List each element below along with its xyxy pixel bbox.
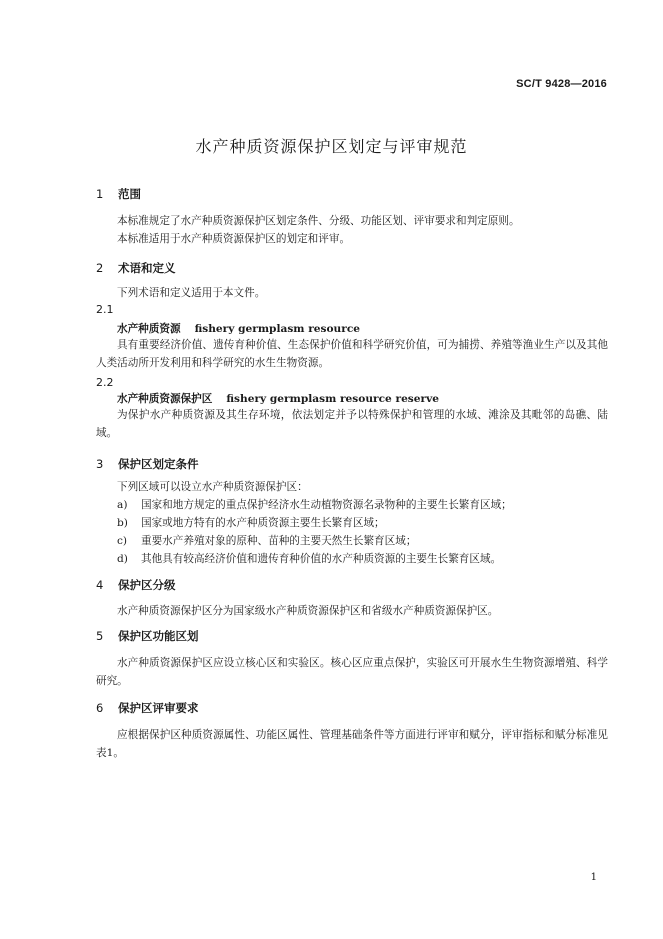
page-number: 1 (590, 872, 597, 883)
term-name (96, 321, 608, 336)
paragraph: 下列术语和定义适用于本文件。 (117, 287, 266, 299)
term-definition: 具有重要经济价值、遗传育种价值、生态保护价值和科学研究价值，可为捕捞、养殖等渔业生产以及其他人类活动所开发利用和科学研究的水生生物资源。 (96, 339, 608, 369)
section-2-heading (96, 260, 608, 276)
section-title: 保护区分级 (118, 578, 176, 592)
section-4-heading (96, 577, 608, 593)
section-title: 保护区划定条件 (118, 457, 199, 471)
section-5 (96, 628, 608, 644)
section-number: 1 (96, 187, 104, 201)
list-text: 其他具有较高经济价值和遗传育种价值的水产种质资源的主要生长繁育区域。 (141, 553, 502, 565)
section-3 (96, 456, 608, 472)
term-2-2-body (96, 391, 608, 442)
section-title: 保护区评审要求 (118, 701, 199, 715)
list-item (96, 514, 608, 532)
section-4 (96, 577, 608, 593)
term-2-1-body (96, 321, 608, 372)
list-item (96, 550, 608, 568)
term-definition: 为保护水产种质资源及其生存环境，依法划定并予以特殊保护和管理的水域、滩涂及其毗邻的岛礁、陆域。 (96, 409, 608, 439)
list-text: 国家或地方特有的水产种质资源主要生长繁育区域； (141, 517, 385, 529)
list-text: 重要水产养殖对象的原种、苗种的主要天然生长繁育区域； (141, 535, 417, 547)
term-number: 2.2 (96, 376, 114, 389)
list-text: 国家和地方规定的重点保护经济水生动植物资源名录物种的主要生长繁育区域； (141, 499, 512, 511)
term-number: 2.1 (96, 303, 114, 316)
list-marker: a) (117, 499, 128, 511)
list-item (96, 532, 608, 550)
list-marker: c) (117, 535, 128, 547)
section-1 (96, 186, 608, 202)
section-1-heading (96, 186, 608, 202)
section-3-heading (96, 456, 608, 472)
paragraph: 本标准适用于水产种质资源保护区的划定和评审。 (117, 233, 351, 245)
term-2-2 (96, 376, 608, 389)
term-name (96, 391, 608, 406)
section-5-body (96, 654, 608, 690)
paragraph: 本标准规定了水产种质资源保护区划定条件、分级、功能区划、评审要求和判定原则。 (117, 215, 520, 227)
section-6-heading (96, 700, 608, 716)
section-2-intro (96, 284, 608, 302)
section-1-body (96, 212, 608, 248)
paragraph: 应根据保护区种质资源属性、功能区属性、管理基础条件等方面进行评审和赋分，评审指标和赋分标准见表1。 (96, 729, 608, 759)
list-marker: b) (117, 517, 128, 529)
section-title: 术语和定义 (118, 261, 176, 275)
section-3-body (96, 478, 608, 568)
section-6 (96, 700, 608, 716)
section-6-body (96, 726, 608, 762)
section-4-body (96, 602, 608, 620)
section-number: 6 (96, 701, 104, 715)
section-number: 5 (96, 629, 104, 643)
section-number: 3 (96, 457, 104, 471)
paragraph: 水产种质资源保护区应设立核心区和实验区。核心区应重点保护，实验区可开展水生生物资源增殖、科学研究。 (96, 657, 608, 687)
paragraph: 水产种质资源保护区分为国家级水产种质资源保护区和省级水产种质资源保护区。 (117, 605, 499, 617)
section-2 (96, 260, 608, 276)
standard-code: SC/T 9428—2016 (516, 78, 607, 90)
document-title: 水产种质资源保护区划定与评审规范 (195, 137, 468, 156)
section-title: 保护区功能区划 (118, 629, 199, 643)
list-marker: d) (117, 553, 128, 565)
section-number: 2 (96, 261, 104, 275)
section-title: 范围 (118, 187, 141, 201)
term-en: fishery germplasm resource (194, 323, 361, 335)
section-number: 4 (96, 578, 104, 592)
term-zh: 水产种质资源保护区 (117, 393, 213, 405)
term-zh: 水产种质资源 (117, 323, 181, 335)
term-en: fishery germplasm resource reserve (226, 393, 439, 405)
list-item (96, 496, 608, 514)
section-5-heading (96, 628, 608, 644)
paragraph: 下列区域可以设立水产种质资源保护区： (117, 481, 308, 493)
term-2-1 (96, 303, 608, 316)
